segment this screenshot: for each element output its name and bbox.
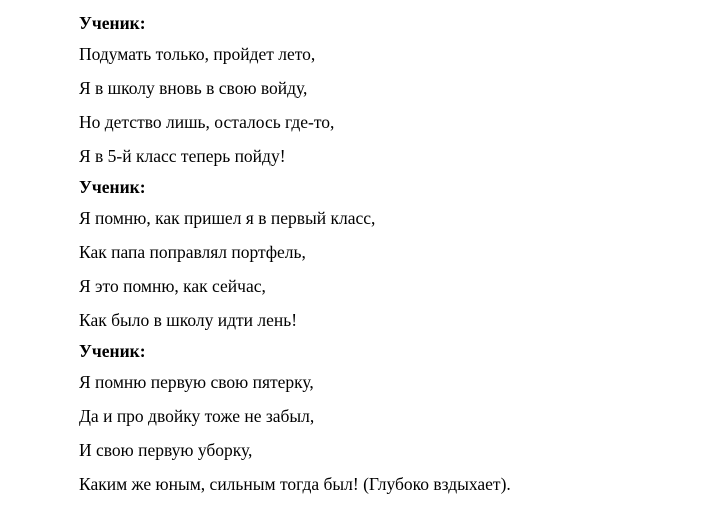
speaker-label: Ученик:: [79, 341, 146, 361]
verse-line: Я помню первую свою пятерку,: [79, 372, 314, 392]
verse-line: Я помню, как пришел я в первый класс,: [79, 208, 376, 228]
verse-line: Я в 5-й класс теперь пойду!: [79, 146, 286, 166]
stanza-2: [79, 173, 699, 337]
verse-line: Да и про двойку тоже не забыл,: [79, 406, 315, 426]
verse-line: Подумать только, пройдет лето,: [79, 44, 316, 64]
verse-line: Я это помню, как сейчас,: [79, 276, 266, 296]
stanza-1: [79, 9, 699, 173]
verse-line: Как папа поправлял портфель,: [79, 242, 306, 262]
speaker-label: Ученик:: [79, 13, 146, 33]
verse-line: Я в школу вновь в свою войду,: [79, 78, 308, 98]
speaker-label: Ученик:: [79, 177, 146, 197]
verse-line: Каким же юным, сильным тогда был! (Глубоко вздыхает).: [79, 474, 511, 494]
verse-line: Но детство лишь, осталось где-то,: [79, 112, 335, 132]
document-body: [79, 9, 699, 501]
verse-line: И свою первую уборку,: [79, 440, 253, 460]
verse-line: Как было в школу идти лень!: [79, 310, 298, 330]
stanza-3: [79, 337, 699, 501]
